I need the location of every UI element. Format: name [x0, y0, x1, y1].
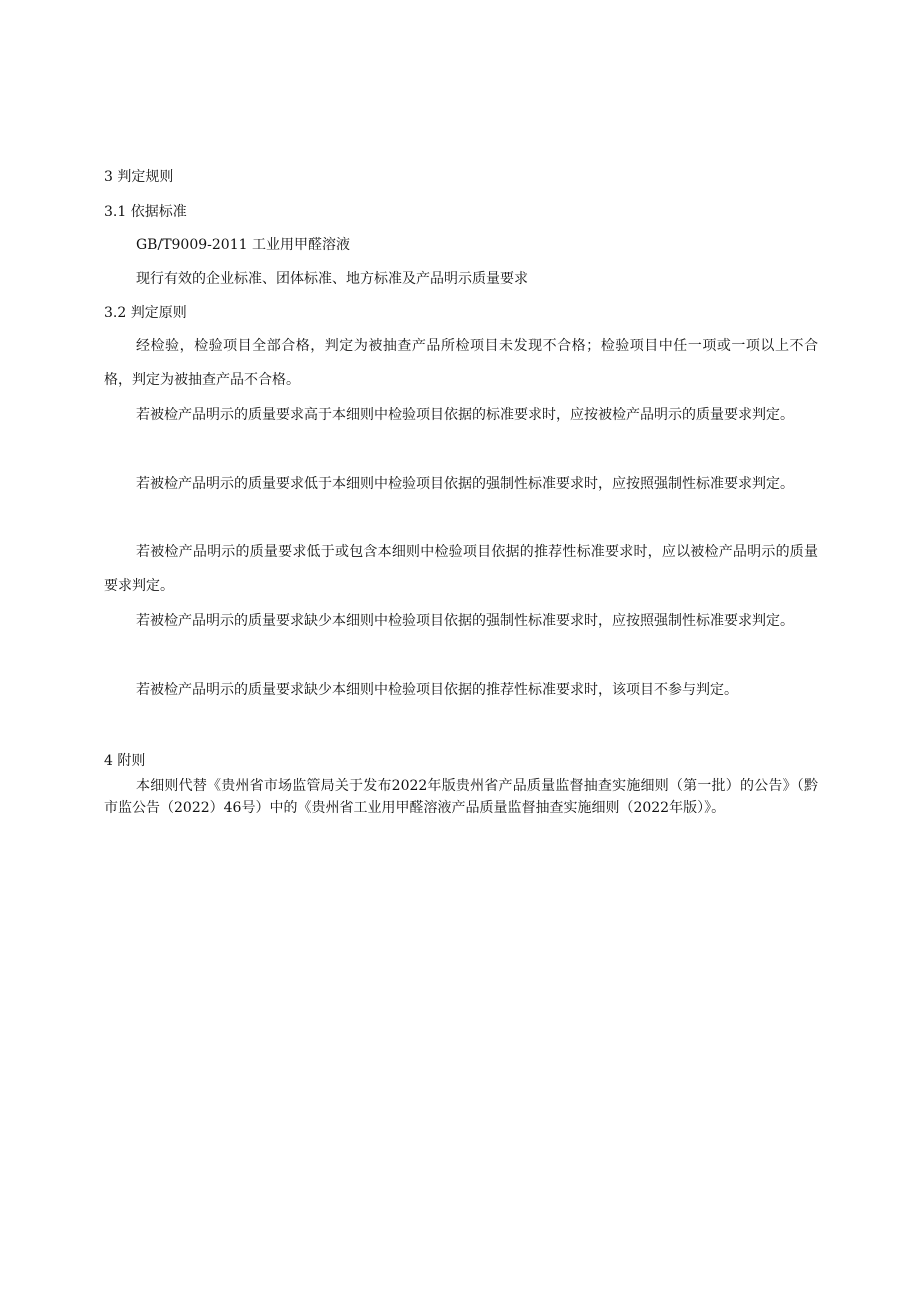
rule-paragraph: 经检验，检验项目全部合格，判定为被抽查产品所检项目未发现不合格；检验项目中任一项或一项以上不合格，判定为被抽查产品不合格。 [104, 338, 818, 388]
rule-paragraph: 若被检产品明示的质量要求低于本细则中检验项目依据的强制性标准要求时，应按照强制性标准要求判定。 [136, 476, 794, 492]
standard-item: GB/T9009-2011 工业用甲醛溶液 [136, 237, 350, 253]
section-3-2-heading: 3.2 判定原则 [104, 305, 187, 321]
rule-paragraph: 若被检产品明示的质量要求高于本细则中检验项目依据的标准要求时，应按被检产品明示的质量要求判定。 [136, 407, 794, 423]
section-3-1-heading: 3.1 依据标准 [104, 204, 187, 220]
rule-paragraph: 若被检产品明示的质量要求低于或包含本细则中检验项目依据的推荐性标准要求时，应以被检产品明示的质量要求判定。 [104, 544, 818, 594]
supplementary-paragraph: 本细则代替《贵州省市场监管局关于发布2022年版贵州省产品质量监督抽查实施细则（第一批）的公告》（黔市监公告（2022）46号）中的《贵州省工业用甲醛溶液产品质量监督抽查实施细则（2022年版）》。 [104, 778, 818, 816]
section-4-heading: 4 附则 [104, 753, 146, 769]
standard-item: 现行有效的企业标准、团体标准、地方标准及产品明示质量要求 [136, 271, 528, 287]
section-3-heading: 3 判定规则 [104, 169, 174, 185]
rule-paragraph: 若被检产品明示的质量要求缺少本细则中检验项目依据的推荐性标准要求时，该项目不参与判定。 [136, 682, 738, 698]
rule-paragraph: 若被检产品明示的质量要求缺少本细则中检验项目依据的强制性标准要求时，应按照强制性标准要求判定。 [136, 613, 794, 629]
